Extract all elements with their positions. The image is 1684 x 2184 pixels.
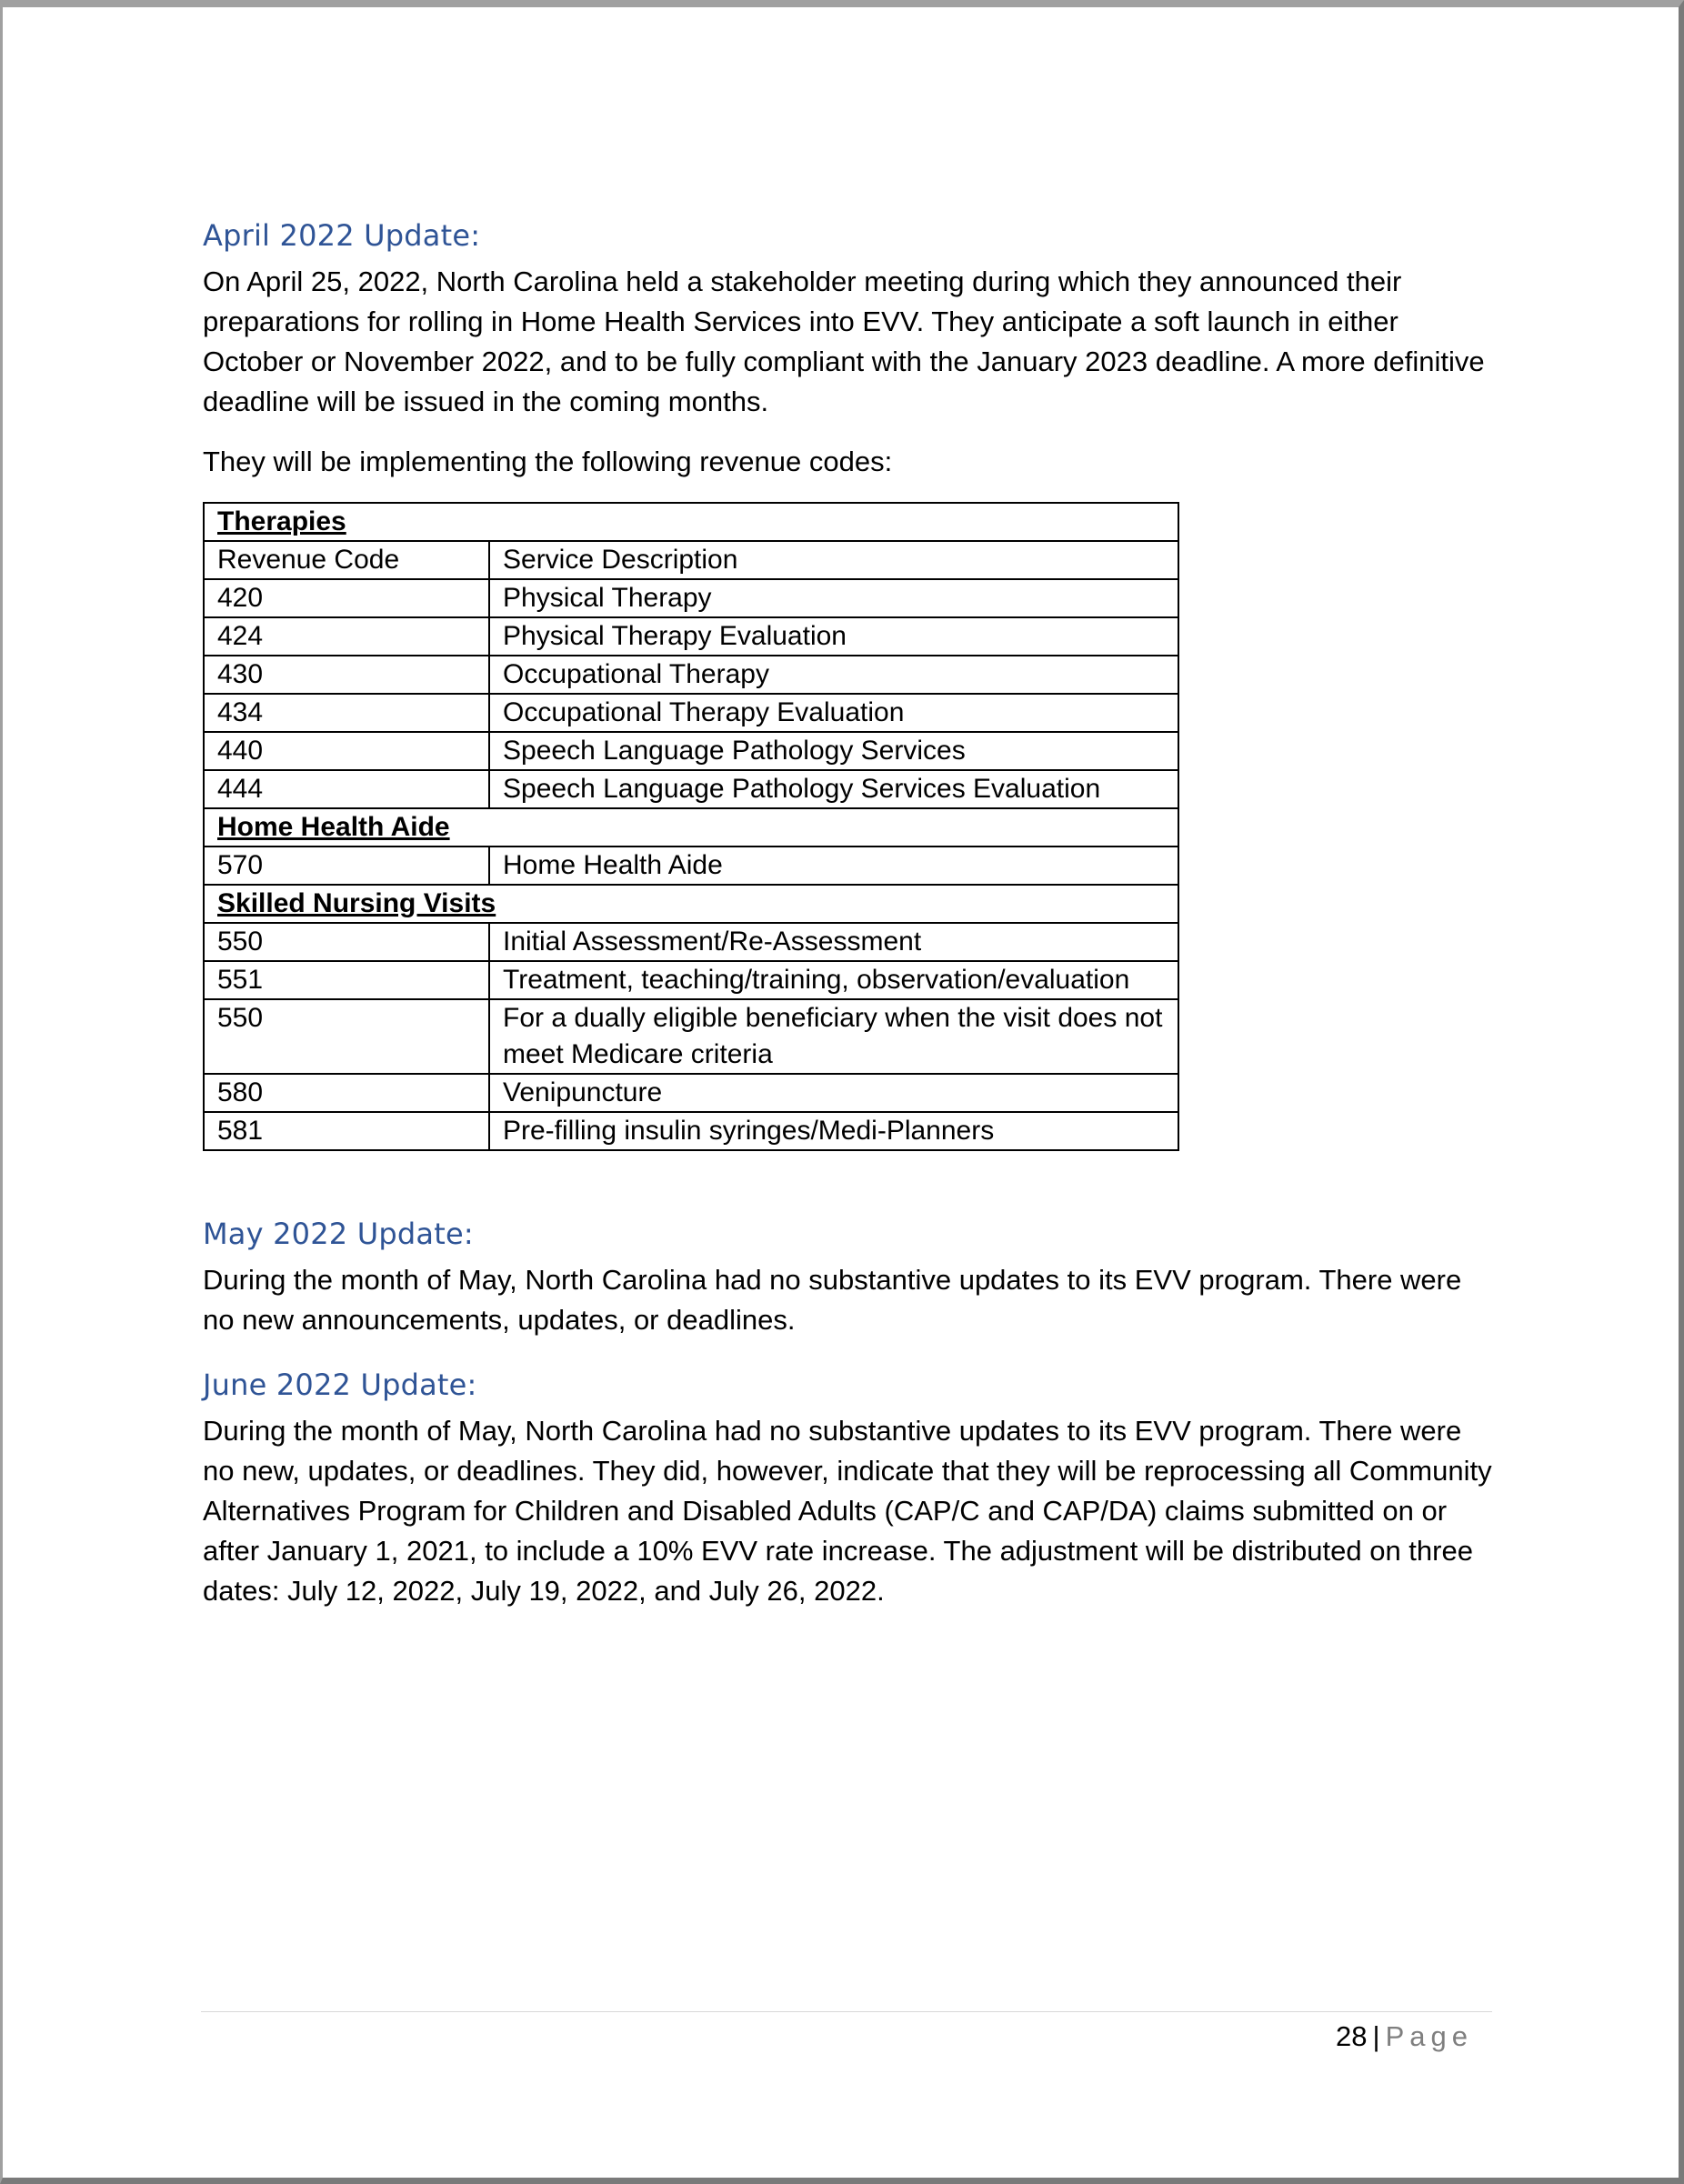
service-description-cell: Occupational Therapy bbox=[489, 656, 1178, 694]
revenue-code-cell: 444 bbox=[204, 770, 489, 808]
revenue-codes-intro: They will be implementing the following revenue codes: bbox=[203, 446, 893, 477]
june-update-paragraph: During the month of May, North Carolina had no substantive updates to its EVV program. There were no new, updates, or deadlines. They did, however, indicate that they will be reprocessing all Community Alternatives Program for Children and Disabled Adults (CAP/C and CAP/DA) claims submitted on or after January 1, 2021, to include a 10% EVV rate increase. The adjustment will be distributed on three dates: July 12, 2022, July 19, 2022, and July 26, 2022. bbox=[203, 1415, 1492, 1607]
service-description-cell: Venipuncture bbox=[489, 1074, 1178, 1112]
page-footer bbox=[1336, 2017, 1473, 2057]
revenue-code-cell: 550 bbox=[204, 923, 489, 961]
service-description-cell: Initial Assessment/Re-Assessment bbox=[489, 923, 1178, 961]
may-update-paragraph: During the month of May, North Carolina had no substantive updates to its EVV program. There were no new announcements, updates, or deadlines. bbox=[203, 1264, 1462, 1336]
april-update-heading: April 2022 Update: bbox=[203, 218, 481, 253]
table-header-row bbox=[204, 541, 1178, 579]
table-row bbox=[204, 961, 1178, 999]
table-group-row-home-health bbox=[204, 808, 1178, 847]
revenue-code-cell: 424 bbox=[204, 617, 489, 656]
page-content bbox=[203, 211, 1494, 1631]
revenue-code-cell: 440 bbox=[204, 732, 489, 770]
revenue-code-cell: 434 bbox=[204, 694, 489, 732]
service-description-cell: Speech Language Pathology Services bbox=[489, 732, 1178, 770]
revenue-code-cell: 420 bbox=[204, 579, 489, 617]
table-row bbox=[204, 656, 1178, 694]
service-description-cell: Pre-filling insulin syringes/Medi-Planners bbox=[489, 1112, 1178, 1150]
table-row bbox=[204, 694, 1178, 732]
page-separator: | bbox=[1372, 2020, 1380, 2052]
revenue-code-cell: 551 bbox=[204, 961, 489, 999]
may-update-section bbox=[203, 1209, 1494, 1340]
table-row bbox=[204, 617, 1178, 656]
service-description-cell: Treatment, teaching/training, observation/evaluation bbox=[489, 961, 1178, 999]
table-row bbox=[204, 770, 1178, 808]
page-number: 28 bbox=[1336, 2020, 1368, 2052]
skilled-nursing-visits-group-header: Skilled Nursing Visits bbox=[204, 885, 1178, 923]
table-row bbox=[204, 732, 1178, 770]
june-update-heading: June 2022 Update: bbox=[203, 1368, 477, 1402]
table-row bbox=[204, 579, 1178, 617]
table-row bbox=[204, 1112, 1178, 1150]
service-description-cell: Home Health Aide bbox=[489, 847, 1178, 885]
therapies-group-header: Therapies bbox=[204, 503, 1178, 541]
service-description-column-header: Service Description bbox=[489, 541, 1178, 579]
table-row bbox=[204, 1074, 1178, 1112]
april-update-paragraph: On April 25, 2022, North Carolina held a stakeholder meeting during which they announced their preparations for rolling in Home Health Services into EVV. They anticipate a soft launch in either October or November 2022, and to be fully compliant with the January 2023 deadline. A more definitive deadline will be issued in the coming months. bbox=[203, 265, 1485, 417]
may-update-heading: May 2022 Update: bbox=[203, 1217, 474, 1251]
revenue-codes-table bbox=[203, 502, 1179, 1151]
table-group-row-skilled-nursing bbox=[204, 885, 1178, 923]
page-label: Page bbox=[1385, 2020, 1473, 2052]
revenue-code-cell: 550 bbox=[204, 999, 489, 1074]
service-description-cell: Physical Therapy Evaluation bbox=[489, 617, 1178, 656]
revenue-code-cell: 581 bbox=[204, 1112, 489, 1150]
service-description-cell: Occupational Therapy Evaluation bbox=[489, 694, 1178, 732]
service-description-cell: Physical Therapy bbox=[489, 579, 1178, 617]
revenue-code-cell: 570 bbox=[204, 847, 489, 885]
service-description-cell: Speech Language Pathology Services Evaluation bbox=[489, 770, 1178, 808]
table-row bbox=[204, 923, 1178, 961]
table-row bbox=[204, 999, 1178, 1074]
revenue-code-column-header: Revenue Code bbox=[204, 541, 489, 579]
footer-divider bbox=[201, 2011, 1492, 2012]
june-update-section bbox=[203, 1360, 1494, 1611]
service-description-cell: For a dually eligible beneficiary when the visit does not meet Medicare criteria bbox=[489, 999, 1178, 1074]
table-group-row-therapies bbox=[204, 503, 1178, 541]
table-row bbox=[204, 847, 1178, 885]
revenue-code-cell: 430 bbox=[204, 656, 489, 694]
revenue-code-cell: 580 bbox=[204, 1074, 489, 1112]
home-health-aide-group-header: Home Health Aide bbox=[204, 808, 1178, 847]
